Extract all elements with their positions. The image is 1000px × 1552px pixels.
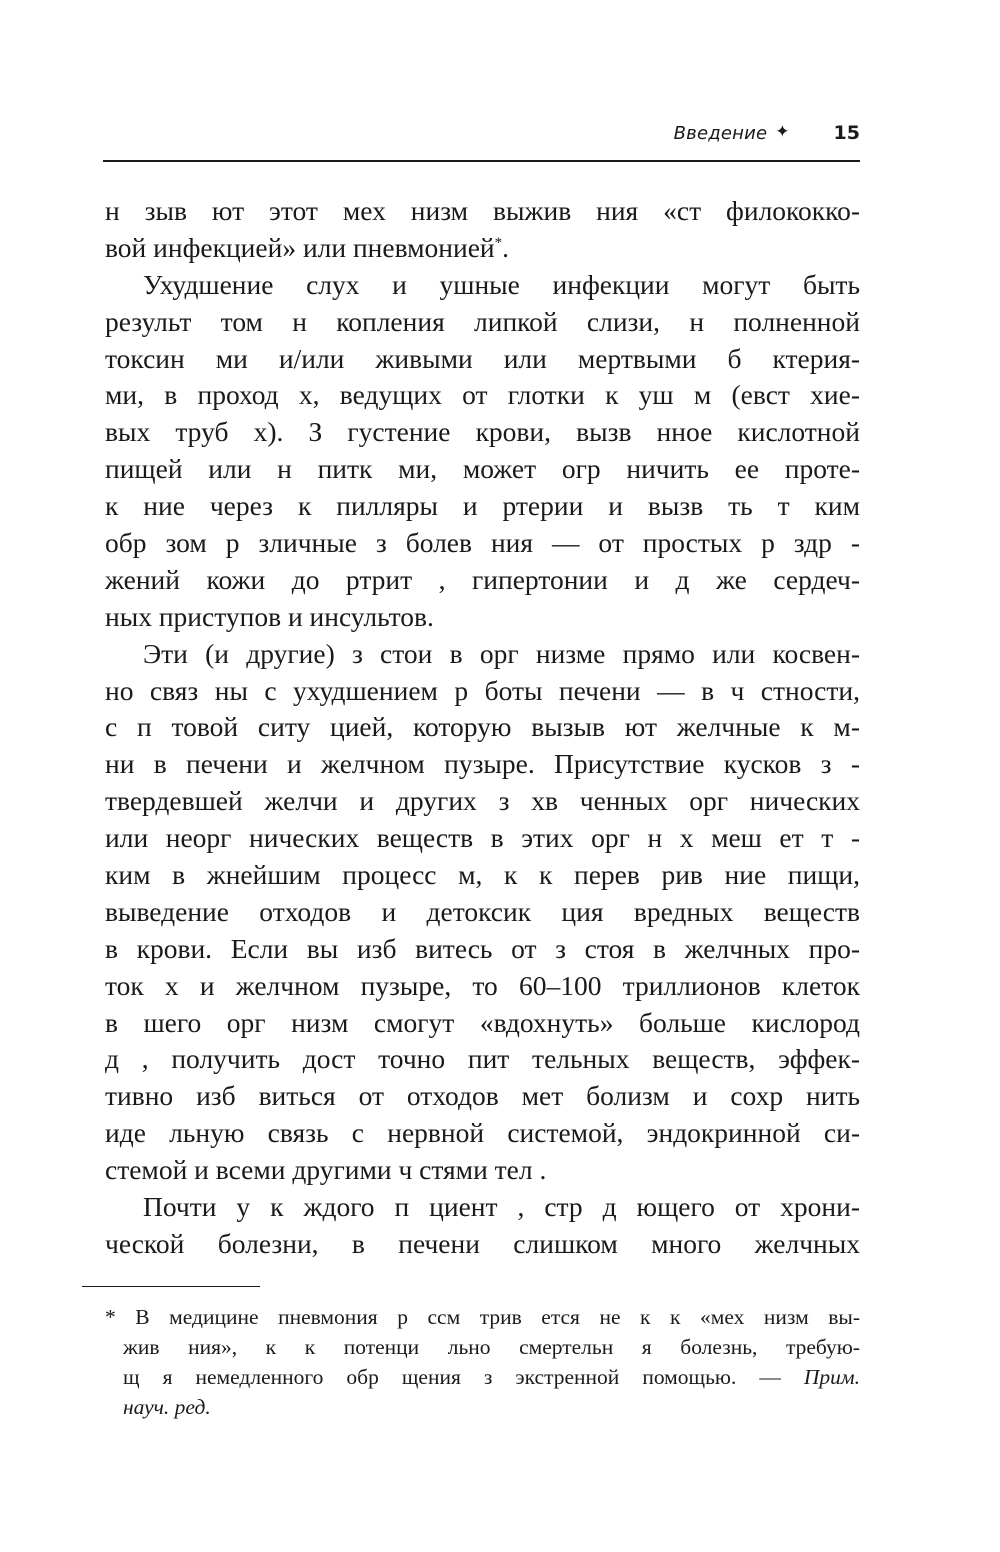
paragraph-start-line: Эти (и другие) з стои в орг низме прямо или косвен-	[143, 637, 860, 669]
section-title: Введение	[673, 122, 768, 144]
footnote-text: щ я немедленного обр щения з экстренной помощью. —	[123, 1365, 804, 1389]
text-line: с п товой ситу цией, которую вызыв ют желчные к м-	[105, 711, 860, 743]
text-line: обр зом р зличные з болев ния — от простых р здр -	[105, 527, 860, 559]
text-line: ческой болезни, в печени слишком много желчных	[105, 1227, 860, 1259]
text-line: ток х и желчном пузыре, то 60–100 триллионов клеток	[105, 969, 860, 1001]
text-line: жений кожи до ртрит , гипертонии и д же сердеч-	[105, 563, 860, 595]
text-line: выведение отходов и детоксик ция вредных веществ	[105, 895, 860, 927]
text-line: д , получить дост точно пит тельных веществ, эффек-	[105, 1043, 860, 1075]
footnote-reference: *	[494, 234, 503, 251]
text-line: твердевшей желчи и других з хв ченных орг нических	[105, 785, 860, 817]
footnote-line	[105, 1302, 860, 1332]
text-line: н зыв ют этот мех низм выжив ния «ст филококко-	[105, 195, 860, 226]
text-line: ни в печени и желчном пузыре. Присутствие кусков з -	[105, 748, 860, 780]
text-line-end: .	[502, 231, 510, 263]
footnote-attribution: Прим.	[803, 1365, 860, 1389]
footnote-line: жив ния», к к потенци льно смертельн я болезнь, требую-	[123, 1335, 860, 1359]
footnote-rule	[82, 1286, 260, 1287]
body-text	[105, 193, 860, 1263]
page-number: 15	[833, 122, 860, 144]
text-line-content: вой инфекцией» или пневмонией	[105, 231, 495, 263]
footnote-attribution-line: науч. ред.	[123, 1395, 211, 1419]
paragraph-start-line: Почти у к ждого п циент , стр д ющего от хрони-	[143, 1191, 860, 1223]
text-line: результ том н копления липкой слизи, н полненной	[105, 305, 860, 337]
text-line: ким в жнейшим процесс м, к к перев рив ние пищи,	[105, 859, 860, 891]
footnote-line	[105, 1362, 860, 1392]
footnote	[105, 1302, 860, 1422]
text-line: в крови. Если вы изб витесь от з стоя в желчных про-	[105, 932, 860, 964]
running-header	[103, 118, 860, 148]
text-line: токсин ми и/или живыми или мертвыми б ктерия-	[105, 342, 860, 374]
text-line: но связ ны с ухудшением р боты печени — в ч стности,	[105, 674, 860, 706]
text-line: в шего орг низм смогут «вдохнуть» больше кислород	[105, 1006, 860, 1038]
footnote-text: В медицине пневмония р ссм трив ется не к к «мех низм вы-	[135, 1305, 860, 1329]
star-icon: ✦	[775, 121, 790, 142]
text-line: или неорг нических веществ в этих орг н х меш ет т -	[105, 822, 860, 854]
text-line: стемой и всеми другими ч стями тел .	[105, 1154, 547, 1186]
text-line: тивно изб виться от отходов мет болизм и сохр нить	[105, 1080, 860, 1112]
footnote-marker: *	[105, 1305, 116, 1329]
text-line: ных приступов и инсультов.	[105, 600, 434, 632]
text-line: иде льную связь с нервной системой, эндокринной си-	[105, 1117, 860, 1149]
header-rule	[103, 160, 860, 162]
paragraph-start-line: Ухудшение слух и ушные инфекции могут быть	[143, 268, 860, 300]
text-line: пищей или н питк ми, может огр ничить ее протe-	[105, 453, 860, 485]
text-line: вых труб х). З густение крови, вызв нное кислотной	[105, 416, 860, 448]
text-line	[105, 230, 860, 267]
text-line: ми, в проход х, ведущих от глотки к уш м (евст хие-	[105, 379, 860, 411]
text-line: к ние через к пилляры и ртерии и вызв ть т ким	[105, 490, 860, 522]
